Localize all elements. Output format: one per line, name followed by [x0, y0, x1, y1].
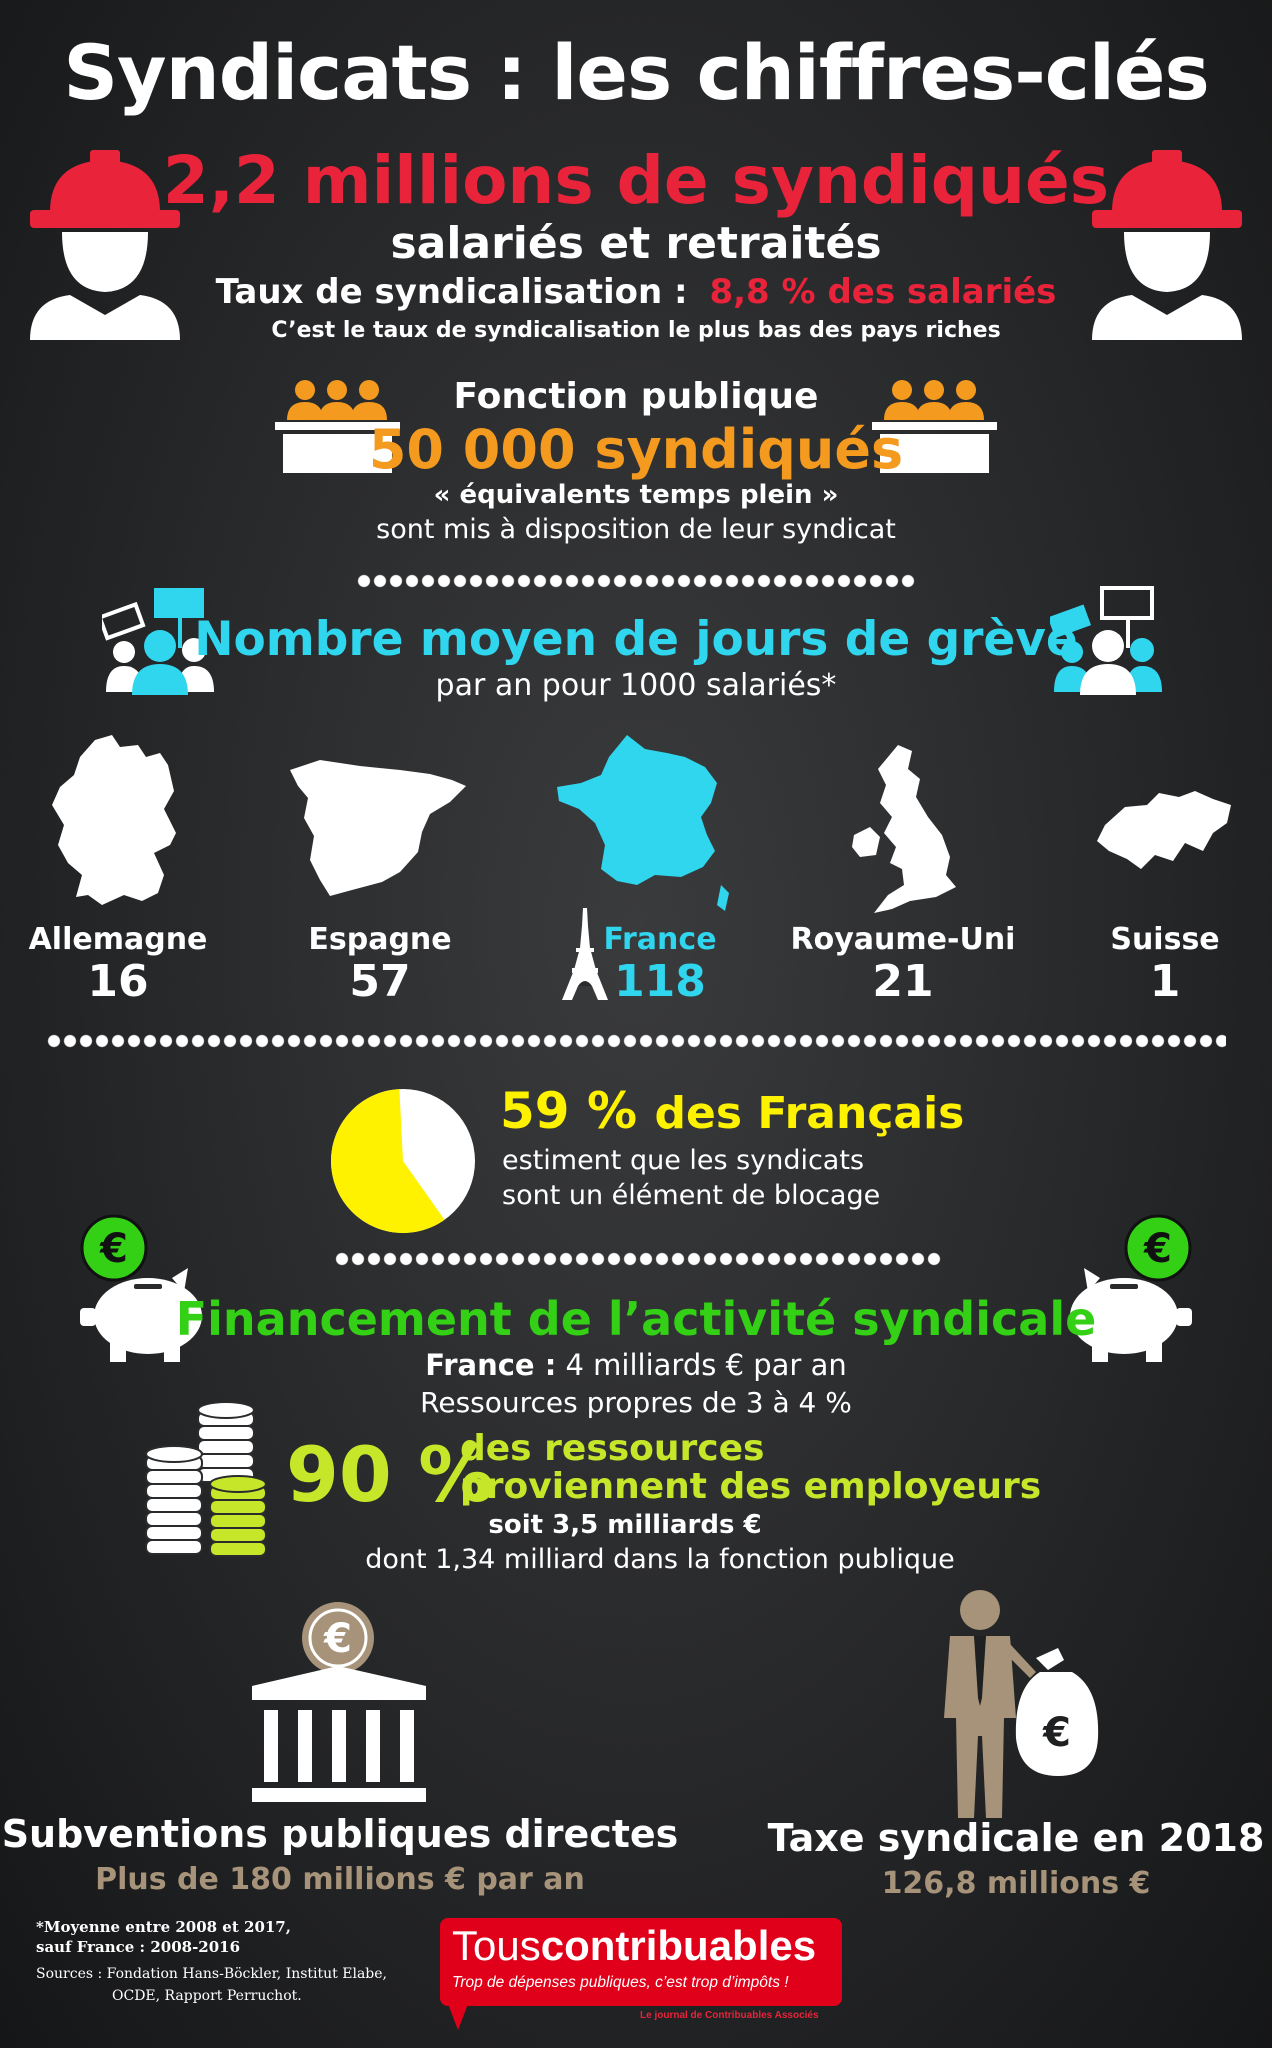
- financement-france: [0, 1348, 1272, 1382]
- dotted-divider: [334, 1252, 942, 1266]
- country-name-suisse: Suisse: [1110, 922, 1220, 957]
- logo-title: [452, 1922, 816, 1970]
- sources-line1: Sources : Fondation Hans-Böckler, Institut Elabe,: [36, 1966, 387, 1982]
- logo-journal: Le journal de Contribuables Associés: [640, 2010, 819, 2021]
- dotted-divider: [46, 1034, 1226, 1048]
- taxe-title: Taxe syndicale en 2018: [767, 1816, 1265, 1860]
- employeurs-pct: 90 %: [286, 1430, 495, 1519]
- opinion-label: des Français: [654, 1088, 965, 1139]
- logo-tagline: Trop de dépenses publiques, c’est trop d’impôts !: [452, 1974, 789, 1991]
- logo-pointer: [448, 2004, 468, 2030]
- taux-line: [0, 272, 1272, 312]
- taux-value: 8,8 % des salariés: [709, 272, 1057, 312]
- syndiques-sub: salariés et retraités: [390, 218, 882, 269]
- france-value: 4 milliards € par an: [565, 1348, 847, 1382]
- businessman-money-bag-icon: [940, 1588, 1100, 1818]
- opinion-pie-chart: [328, 1086, 478, 1236]
- employeurs-soit: soit 3,5 milliards €: [488, 1510, 762, 1540]
- country-name-royaume-uni: Royaume-Uni: [790, 922, 1016, 957]
- france-label: France :: [425, 1348, 557, 1382]
- greve-sub: par an pour 1000 salariés*: [435, 668, 837, 703]
- sources-line2: OCDE, Rapport Perruchot.: [112, 1988, 302, 2004]
- country-value-allemagne: 16: [87, 956, 149, 1007]
- country-name-allemagne: Allemagne: [28, 922, 208, 957]
- opinion-line2: sont un élément de blocage: [502, 1180, 881, 1211]
- country-name-espagne: Espagne: [308, 922, 452, 957]
- greve-title: Nombre moyen de jours de grève: [194, 612, 1078, 667]
- svg-text:€: €: [324, 1616, 352, 1662]
- subventions-value: Plus de 180 millions € par an: [95, 1862, 585, 1897]
- svg-text:€: €: [1144, 1226, 1172, 1272]
- france-map-icon: [555, 735, 735, 915]
- financement-title: Financement de l’activité syndicale: [175, 1292, 1097, 1346]
- financement-ressources: Ressources propres de 3 à 4 %: [420, 1386, 852, 1419]
- fp-value: 50 000 syndiqués: [368, 418, 904, 481]
- country-value-suisse: 1: [1149, 956, 1181, 1007]
- switzerland-map-icon: [1095, 785, 1235, 875]
- country-value-france: 118: [614, 956, 706, 1007]
- subventions-title: Subventions publiques directes: [1, 1812, 679, 1856]
- fp-title: Fonction publique: [453, 376, 819, 417]
- opinion-percent: 59 %: [500, 1082, 638, 1140]
- opinion-line1: estiment que les syndicats: [502, 1145, 865, 1176]
- employeurs-dont: dont 1,34 milliard dans la fonction publique: [365, 1544, 955, 1575]
- svg-text:€: €: [100, 1226, 128, 1272]
- fp-line1: « équivalents temps plein »: [433, 480, 839, 510]
- dotted-divider: [356, 574, 916, 588]
- fp-line2: sont mis à disposition de leur syndicat: [376, 514, 896, 545]
- opinion-headline: [500, 1082, 964, 1140]
- uk-map-icon: [850, 745, 960, 915]
- svg-text:€: €: [1043, 1710, 1071, 1756]
- germany-map-icon: [50, 735, 185, 910]
- bank-euro-icon: [250, 1600, 430, 1815]
- country-value-royaume-uni: 21: [872, 956, 934, 1007]
- taxe-value: 126,8 millions €: [881, 1866, 1151, 1901]
- country-name-france: France: [603, 922, 717, 957]
- country-value-espagne: 57: [349, 956, 411, 1007]
- footnote-line2: sauf France : 2008-2016: [36, 1938, 241, 1956]
- logo-word-contribuables: contribuables: [540, 1922, 817, 1969]
- footnote-line1: *Moyenne entre 2008 et 2017,: [36, 1918, 291, 1936]
- coin-stacks-icon: [142, 1400, 282, 1560]
- logo-word-tous: Tous: [452, 1922, 541, 1969]
- tous-contribuables-logo: [440, 1918, 842, 2006]
- page-title: Syndicats : les chiffres-clés: [63, 28, 1209, 117]
- spain-map-icon: [290, 760, 470, 900]
- syndiques-headline: 2,2 millions de syndiqués: [162, 142, 1110, 219]
- taux-label: Taux de syndicalisation :: [215, 272, 688, 312]
- employeurs-line1: des ressources: [460, 1428, 765, 1469]
- syndiques-note: C’est le taux de syndicalisation le plus bas des pays riches: [271, 318, 1001, 343]
- employeurs-line2: proviennent des employeurs: [460, 1466, 1042, 1507]
